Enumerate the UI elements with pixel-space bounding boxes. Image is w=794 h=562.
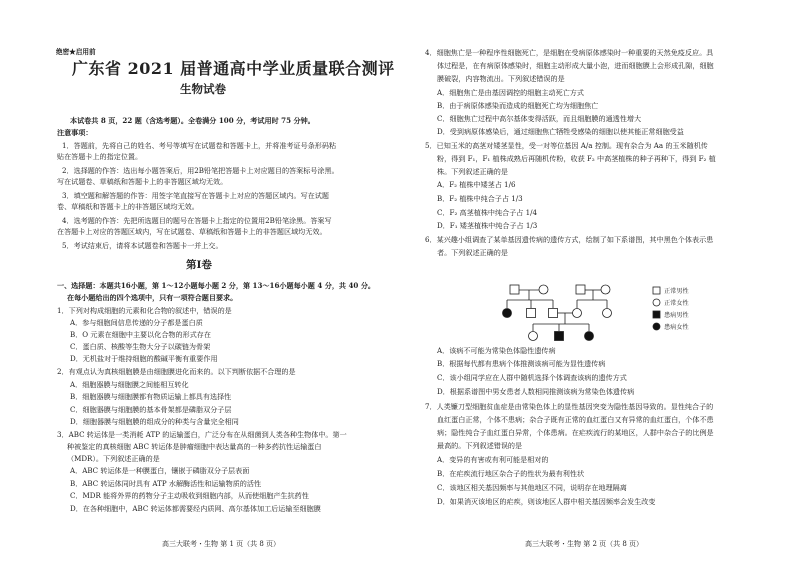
- question-6-option: D．根据系谱图中男女患者人数相同推测该病为常染色体遗传病: [437, 387, 635, 396]
- question-5: 株。下列叙述正确的是: [437, 167, 508, 176]
- note-line: 4．选考题的作答：先把所选题目的题号在答题卡上指定的位置用2B铅笔涂黑。答案写: [62, 216, 332, 225]
- normal-male: [549, 309, 558, 318]
- question-6-option: B．根据每代都有患病个体推测该病可能为显性遗传病: [437, 359, 606, 368]
- legend-label: 患病女性: [664, 324, 689, 331]
- question-5-option: B．F₂ 植株中纯合子占 1/3: [437, 194, 523, 203]
- question-6-option: A．该病不可能为常染色体隐性遗传病: [437, 346, 556, 355]
- exam-intro: 本试卷共 8 页，22 题（含选考题）。全卷满分 100 分，考试用时 75 分钟。: [70, 116, 315, 125]
- legend-label: 正常女性: [664, 300, 689, 307]
- question-7-option: D．如果消灭该地区的疟疾，则该地区人群中相关基因频率会发生改变: [437, 497, 656, 506]
- legend-normal-male-symbol: [653, 287, 660, 294]
- note-line: 卷、草稿纸和答题卡上的非答题区域均无效。: [57, 202, 199, 211]
- normal-male: [510, 285, 519, 294]
- legend-normal-female-symbol: [653, 299, 660, 306]
- question-6: 者。下列叙述正确的是: [437, 248, 508, 257]
- question-5-option: A．F₂ 植株中矮茎占 1/6: [437, 180, 516, 189]
- normal-female: [529, 332, 538, 341]
- note-line: 贴在答题卡上的指定位置。: [57, 152, 143, 161]
- secret-mark: 绝密★启用前: [56, 48, 96, 56]
- legend-label: 正常男性: [664, 288, 689, 295]
- question-7-option: B．在疟疾流行地区杂合子的性状为最有利性状: [437, 469, 585, 478]
- normal-male: [527, 309, 536, 318]
- page-right: [397, 0, 794, 562]
- question-7-option: C．该地区相关基因频率与其他地区不同，说明存在地理隔离: [437, 483, 627, 492]
- section-title: 第Ⅰ卷: [186, 259, 212, 271]
- question-5-option: D．F₁ 矮茎植株中纯合子占 1/3: [437, 221, 538, 230]
- question-1-option: B．O 元素在细胞中主要以化合物的形式存在: [70, 330, 211, 339]
- question-2-option: C．细胞器膜与细胞膜的基本骨架都是磷脂双分子层: [70, 405, 232, 414]
- question-7: 7．人类镰刀型细胞贫血症是由常染色体上的显性基因突变为隐性基因导致的。显性纯合子的: [425, 402, 714, 411]
- question-4: 体过程是，在有病原体感染时，细胞主动形成大量小泡，进而细胞膜上会形成孔隙，细胞: [437, 61, 714, 70]
- page-footer: 高三大联考・生物 第 2 页（共 8 页）: [525, 540, 644, 548]
- normal-female: [601, 285, 610, 294]
- question-3: 3．ABC 转运体是一类消耗 ATP 的运输蛋白，广泛分布在从细菌到人类各种生物体中。第一: [57, 430, 347, 439]
- normal-male: [576, 285, 585, 294]
- question-7: 血红蛋白正常，个体不患病；杂合子既有正常的血红蛋白又有异常的血红蛋白，个体不患: [437, 415, 714, 424]
- question-7: 最高的。下列叙述错误的是: [437, 441, 523, 450]
- affected-male: [555, 332, 564, 341]
- question-1-option: C．蛋白质、核酸等生物大分子以碳链为骨架: [70, 342, 211, 351]
- question-4: 4．细胞焦亡是一种程序性细胞死亡，是细胞在受病原体感染时一种重要的天然免疫反应。具: [425, 48, 714, 57]
- legend-affected-male-symbol: [653, 311, 660, 318]
- pedigree-chart: [493, 278, 713, 350]
- question-5: 粉，得到 F₁，F₁ 植株成熟后再随机传粉，收获 F₂ 中高茎植株的种子再种下，得到 F₂ 植: [437, 154, 716, 163]
- note-line: 3．填空题和解答题的作答：用签字笔直接写在答题卡上对应的答题区域内。写在试题: [62, 191, 329, 200]
- question-1: 1．下列对构成细胞的元素和化合物的叙述中，错误的是: [57, 306, 232, 315]
- question-3: 种被鉴定的真核细胞 ABC 转运体是肿瘤细胞中表达量高的一种多药抗性运输蛋白: [67, 442, 322, 451]
- question-6-option: C．该小组同学应在人群中随机选择个体调查该病的遗传方式: [437, 373, 627, 382]
- question-5-option: C．F₂ 高茎植株中纯合子占 1/4: [437, 208, 538, 217]
- part1-intro: 一、选择题：本题共16小题，第 1～12小题每小题 2 分，第 13～16小题每小题 4 分，共 40 分。: [57, 281, 376, 290]
- legend-affected-female-symbol: [653, 323, 660, 330]
- question-4-option: A．细胞焦亡是由基因调控的细胞主动死亡方式: [437, 88, 584, 97]
- note-line: 2．选择题的作答：选出每小题答案后，用2B铅笔把答题卡上对应题目的答案标号涂黑。: [62, 166, 339, 175]
- question-7-option: A．变异的有害或有利可能是相对的: [437, 455, 549, 464]
- question-3-option: A．ABC 转运体是一种膜蛋白，镶嵌于磷脂双分子层表面: [70, 466, 250, 475]
- question-3-option: C．MDR 能将外界的药物分子主动吸收到细胞内部，从而使细胞产生抗药性: [70, 491, 309, 500]
- affected-female: [585, 332, 594, 341]
- question-2-option: D．细胞器膜与细胞膜的组成分的种类与含量完全相同: [70, 417, 239, 426]
- question-3: （MDR）。下列叙述正确的是: [67, 454, 160, 463]
- question-3-option: B．ABC 转运体同时具有 ATP 水解酶活性和运输物质的活性: [70, 479, 262, 488]
- question-4-option: B．由于病原体感染而造成的细胞死亡均为细胞焦亡: [437, 101, 599, 110]
- question-2: 2．有观点认为真核细胞膜是由细胞膜进化而来的。以下判断依据不合理的是: [57, 367, 296, 376]
- page-footer: 高三大联考・生物 第 1 页（共 8 页）: [162, 540, 281, 548]
- question-7: 病；隐性纯合子血红蛋白异常，个体患病。在疟疾流行的某地区，人群中杂合子的比例是: [437, 428, 714, 437]
- legend-label: 患病男性: [664, 312, 689, 319]
- question-4-option: D．受到病原体感染后，通过细胞焦亡牺牲受感染的细胞以使其能正常细胞受益: [437, 127, 684, 136]
- question-4: 膜破裂，内容物流出。下列叙述错误的是: [437, 74, 565, 83]
- part1-intro-2: 在每小题给出的四个选项中，只有一项符合题目要求。: [67, 293, 238, 302]
- question-6: 6．某兴趣小组调查了某单基因遗传病的遗传方式，绘制了如下系谱图，其中黑色个体表示患: [425, 235, 714, 244]
- question-3-option: D．在各种细胞中，ABC 转运体都需要经内质网、高尔基体加工后运输至细胞膜: [70, 504, 321, 513]
- exam-title: 广东省 2021 届普通高中学业质量联合测评: [72, 59, 395, 78]
- question-2-option: B．细胞器膜与细胞膜都有物质运输上都具有选择性: [70, 392, 232, 401]
- note-line: 1．答题前，先将自己的姓名、考号等填写在试题卷和答题卡上，并将准考证号条形码粘: [62, 141, 337, 150]
- question-4-option: C．细胞焦亡过程中高尔基体变得活跃，而且细胞膜的通透性增大: [437, 114, 642, 123]
- question-2-option: A．细胞器膜与细胞膜之间能相互转化: [70, 380, 189, 389]
- notes-heading: 注意事项：: [57, 128, 93, 137]
- question-1-option: D．无机盐对于维持细胞的酸碱平衡有重要作用: [70, 354, 218, 363]
- normal-female: [539, 285, 548, 294]
- affected-female: [503, 309, 512, 318]
- normal-female: [573, 309, 582, 318]
- note-line: 在答题卡上对应的答题区域内，写在试题卷、草稿纸和答题卡上的非答题区域均无效。: [57, 227, 327, 236]
- exam-subtitle: 生物试卷: [180, 82, 226, 96]
- question-5: 5．已知玉米的高茎对矮茎显性，受一对等位基因 A/a 控制。现有杂合为 Aa 的玉米随机传: [425, 141, 708, 150]
- note-line: 5．考试结束后，请将本试题卷和答题卡一并上交。: [62, 241, 223, 250]
- note-line: 写在试题卷、草稿纸和答题卡上的非答题区域均无效。: [57, 177, 228, 186]
- question-1-option: A．参与细胞间信息传递的分子都是蛋白质: [70, 318, 203, 327]
- normal-female: [603, 309, 612, 318]
